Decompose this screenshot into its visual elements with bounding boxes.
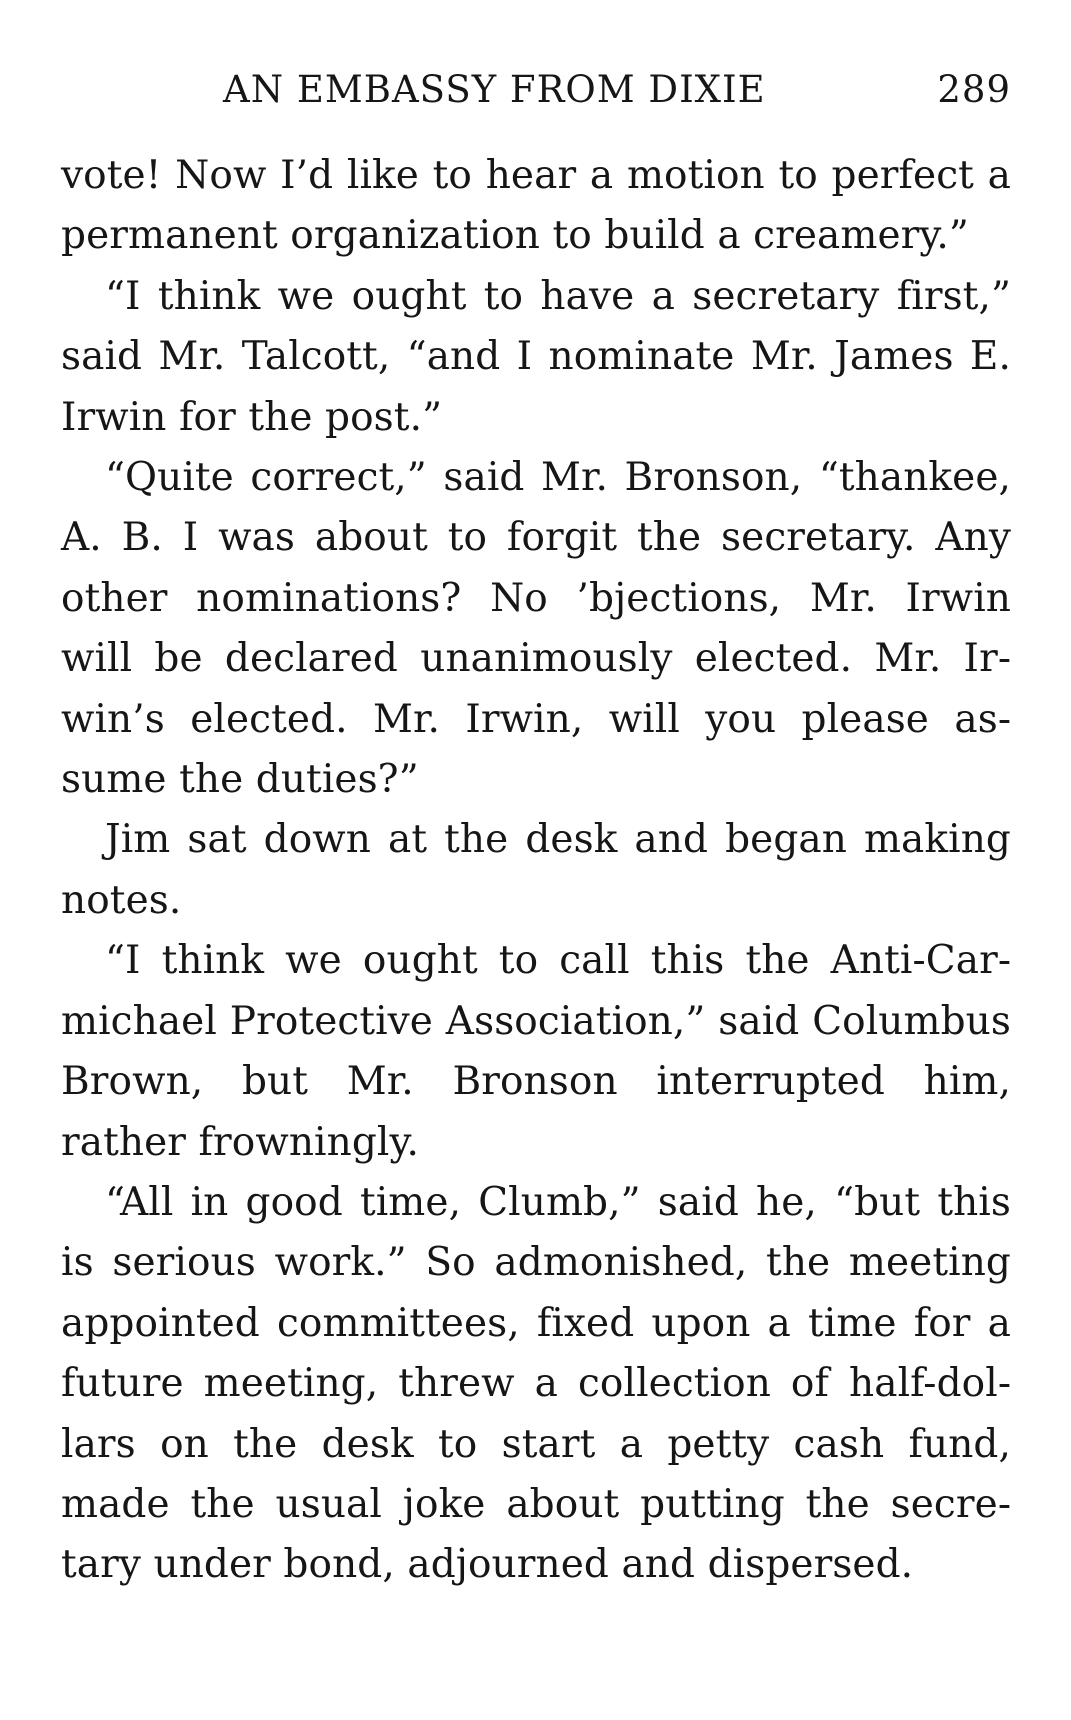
paragraph: vote! Now I’d like to hear a motion to perfect a permanent organization to build a creamery.” xyxy=(61,153,1011,259)
paragraph: “I think we ought to have a secretary first,” said Mr. Talcott, “and I nominate Mr. James E. Irwin for the post.” xyxy=(61,273,1011,440)
running-head xyxy=(61,60,1011,120)
body-text xyxy=(61,146,1011,1596)
paragraph: “Quite correct,” said Mr. Bronson, “thankee, A. B. I was about to forgit the secretary. Any other nominations? No ’bjections, Mr. Irwin will be declared unanimously elected. Mr. Irwin’s elected. Mr. Irwin, will you please assume the duties?” xyxy=(61,455,1011,803)
paragraph: “I think we ought to call this the Anti-Carmichael Protective Association,” said Columbus Brown, but Mr. Bronson interrupted him, rather frowningly. xyxy=(61,938,1011,1165)
running-head-title: AN EMBASSY FROM DIXIE xyxy=(223,68,766,111)
book-page xyxy=(61,60,1011,1596)
page-number: 289 xyxy=(937,68,1011,111)
paragraph: “All in good time, Clumb,” said he, “but this is serious work.” So admonished, the meeting appointed committees, fixed upon a time for a future meeting, threw a collection of half-dollars on the desk to start a petty cash fund, made the usual joke about putting the secretary under bond, adjourned and dispersed. xyxy=(61,1179,1011,1588)
paragraph: Jim sat down at the desk and began making notes. xyxy=(61,817,1011,923)
